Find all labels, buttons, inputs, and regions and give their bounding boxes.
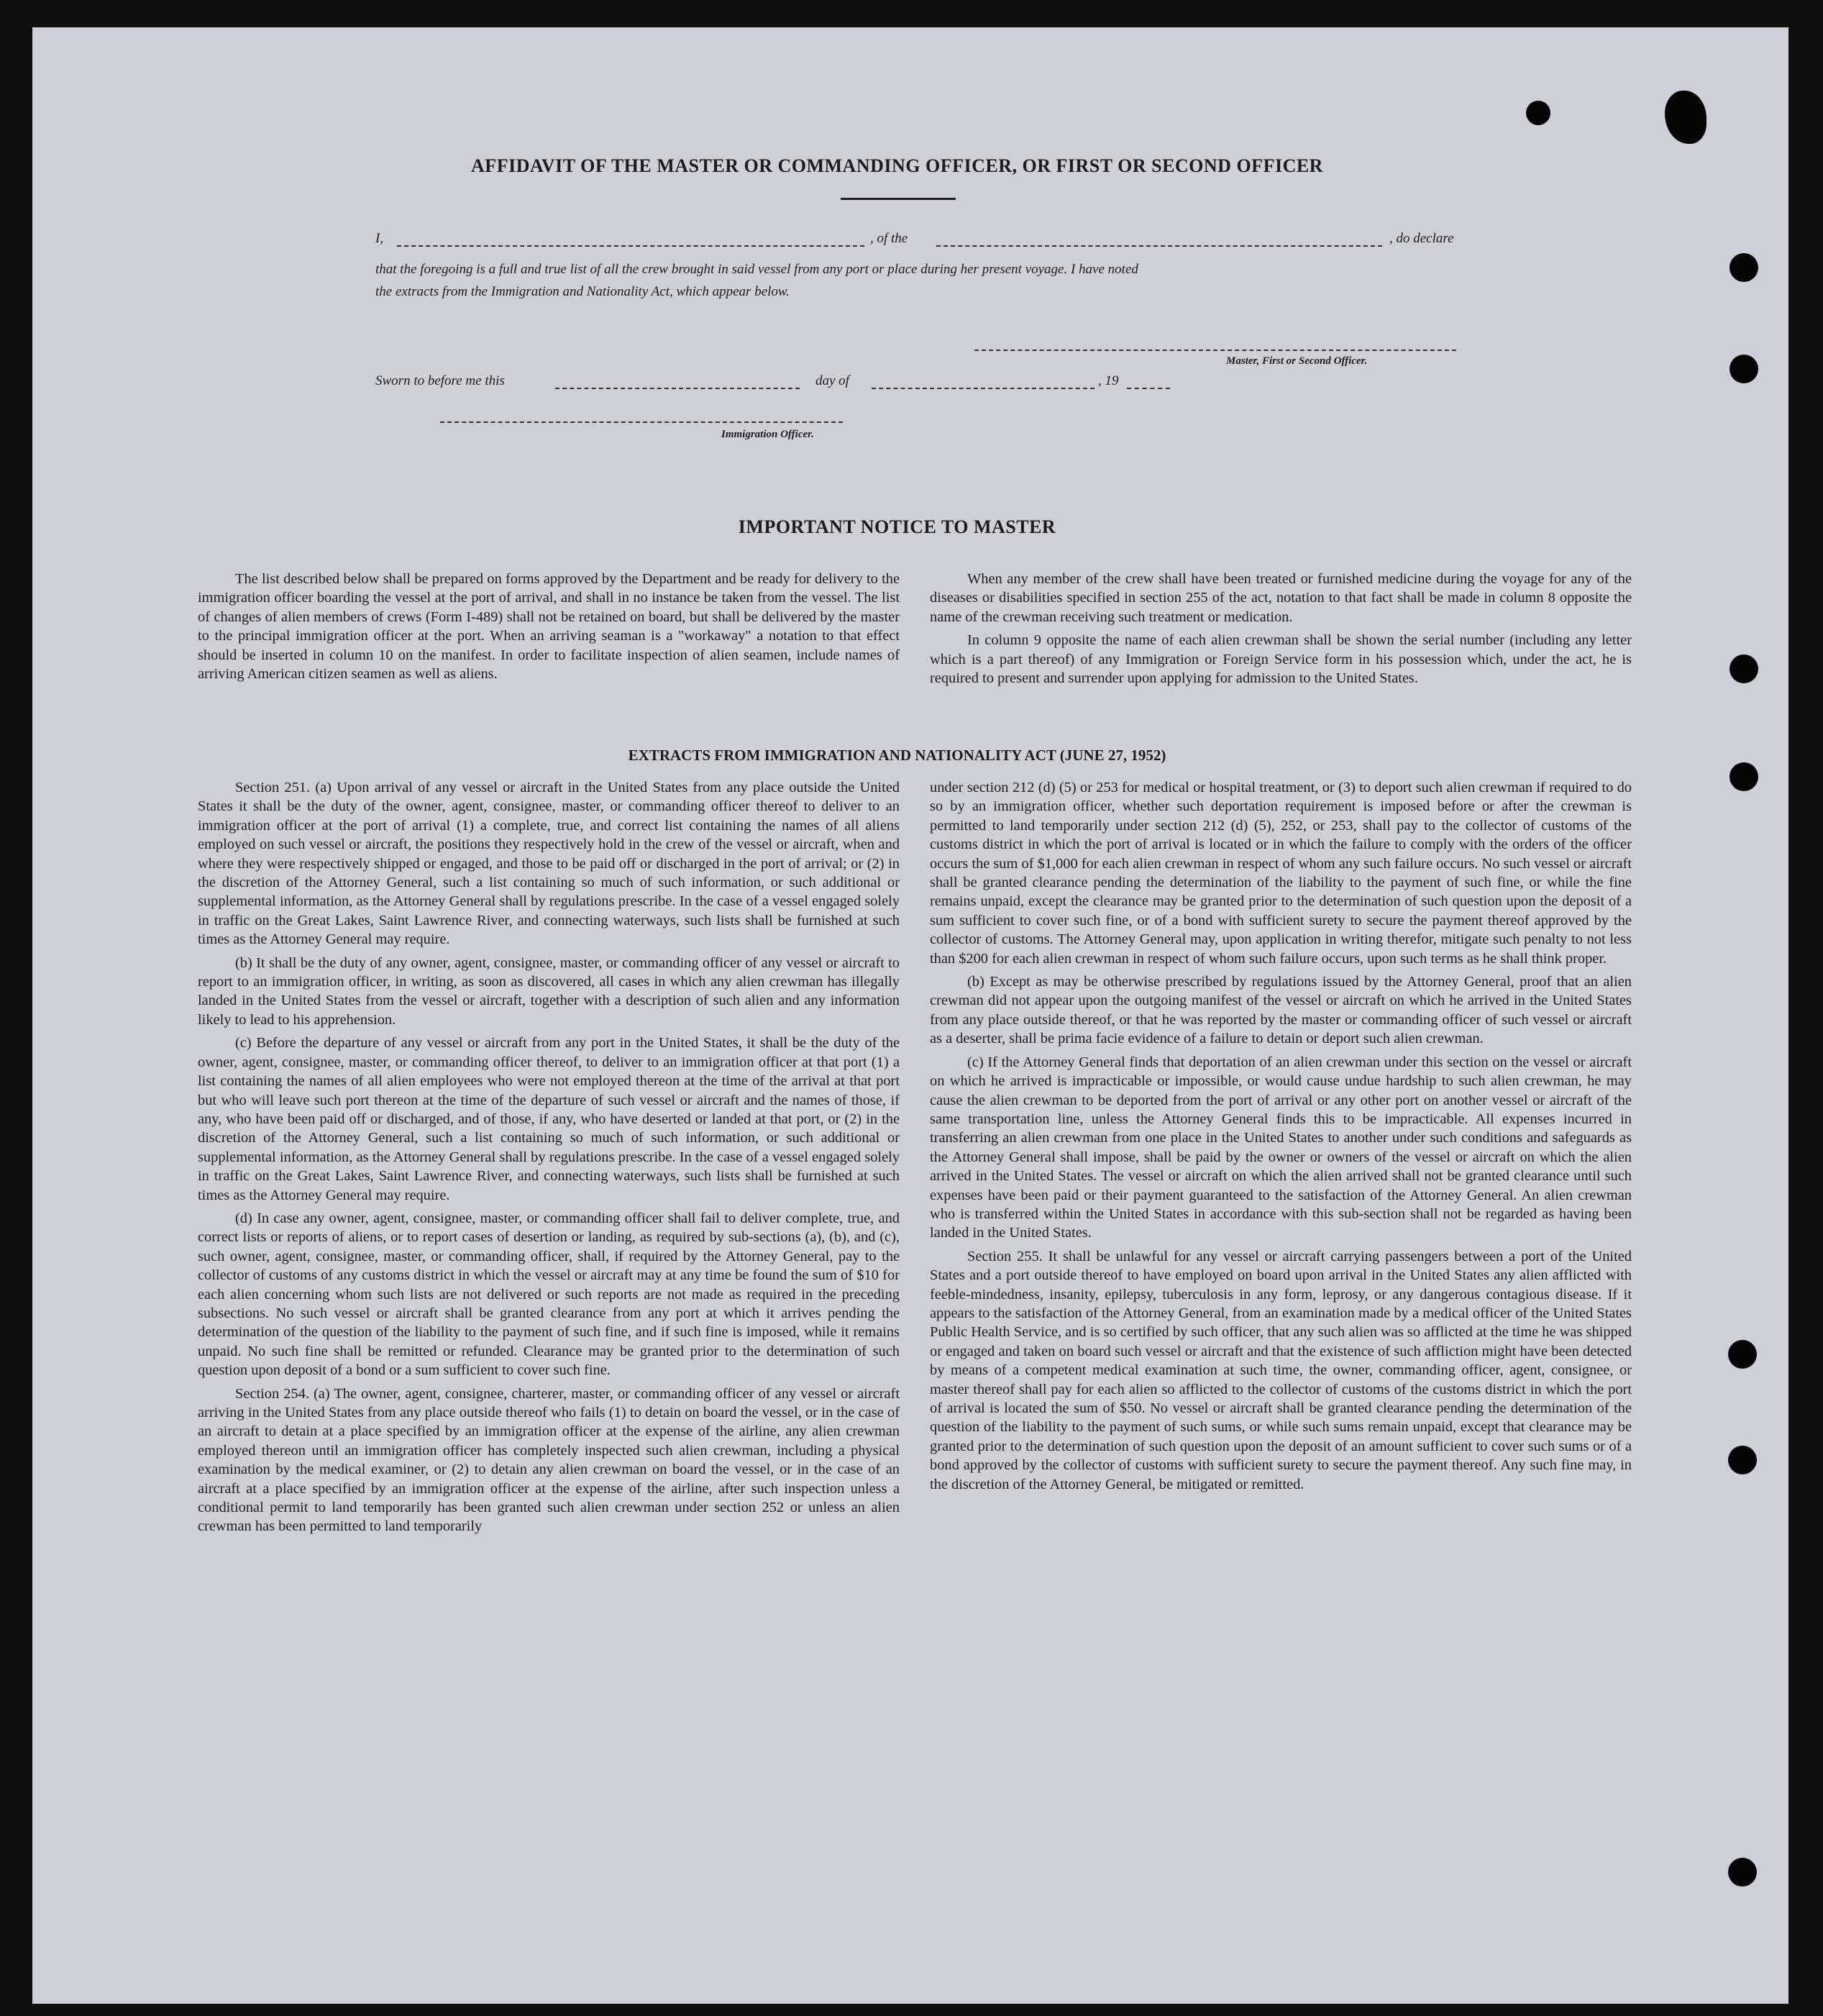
affidavit-title: AFFIDAVIT OF THE MASTER OR COMMANDING OFFICER, OR FIRST OR SECOND OFFICER bbox=[471, 155, 1323, 176]
extracts-left-column bbox=[198, 778, 900, 1541]
extract-paragraph: Section 251. (a) Upon arrival of any vessel or aircraft in the United States from any place outside the United States it shall be the duty of the owner, agent, consignee, master, or commanding officer thereof to deliver to an immigration officer at the port of arrival (1) a complete, true, and correct list containing the names of all aliens employed on such vessel or aircraft, the positions they respectively hold in the crew of the vessel or aircraft, when and where they were respectively shipped or engaged, and those to be paid off or discharged in the port of arrival; or (2) in the discretion of the Attorney General, such a list containing so much of such information, or such additional or supplemental information, as the Attorney General shall by regulations prescribe. In the case of a vessel engaged solely in traffic on the Great Lakes, Saint Lawrence River, and connecting waterways, such lists shall be furnished at such times as the Attorney General may require. bbox=[198, 780, 900, 948]
extract-paragraph: (d) In case any owner, agent, consignee, master, or commanding officer shall fail to deliver complete, true, and correct lists or reports of aliens, or to report cases of desertion or landing, as required by sub-sections (a), (b), and (c), such owner, agent, consignee, master, or commanding officer, shall, if required by the Attorney General, pay to the collector of customs of any customs district in which the vessel or aircraft may at any time be found the sum of $10 for each alien concerning whom such lists are not delivered or such reports are not made as required in the preceding subsections. No such vessel or aircraft shall be granted clearance from any port at which it arrives pending the determination of the question of the liability to the payment of such fine, and if such fine is imposed, while it remains unpaid. No such fine shall be remitted or refunded. Clearance may be granted prior to the determination of such question upon deposit of a bond or a sum sufficient to cover such fine. bbox=[198, 1210, 900, 1379]
extract-paragraph: (c) If the Attorney General finds that deportation of an alien crewman under this section on the vessel or aircraft on which he arrived is impracticable or impossible, or would cause undue hardship to such alien crewman, he may cause the alien crewman to be deported from the port of arrival or any other port on another vessel or aircraft of the same transportation line, unless the Attorney General finds this to be impracticable. All expenses incurred in transferring an alien crewman from one place in the United States to another under such conditions and safeguards as the Attorney General shall impose, shall be paid by the owner or owners of the vessel or aircraft on which the alien arrived in the United States. The vessel or aircraft on which the alien arrived shall not be granted clearance until such expenses have been paid or their payment guaranteed to the satisfaction of the Attorney General. An alien crewman who is transferred within the United States in accordance with this sub-section shall not be regarded as having been landed in the United States. bbox=[930, 1054, 1632, 1241]
immigration-officer-label: Immigration Officer. bbox=[721, 429, 814, 440]
punch-hole bbox=[1728, 1858, 1757, 1887]
sworn-day-field[interactable] bbox=[555, 388, 800, 389]
notice-right-column bbox=[930, 570, 1632, 692]
declaration-line-2: that the foregoing is a full and true list of all the crew brought in said vessel from any port or place during her present voyage. I have noted bbox=[375, 262, 1138, 277]
declarant-prefix: I, bbox=[375, 231, 384, 246]
declaration-line-1 bbox=[375, 231, 1497, 251]
sworn-line bbox=[375, 373, 1210, 393]
title-rule bbox=[841, 198, 956, 200]
punch-hole bbox=[1730, 762, 1758, 791]
extract-paragraph: Section 255. It shall be unlawful for any vessel or aircraft carrying passengers between a port of the United States and a port outside thereof to have employed on board upon arrival in the United States any alien afflicted with feeble-mindedness, insanity, epilepsy, tuberculosis in any form, leprosy, or any dangerous contagious disease. If it appears to the satisfaction of the Attorney General, from an examination made by a medical officer of the United States Public Health Service, and is so certified by such officer, that any such alien was so afflicted at the time he was shipped or engaged and taken on board such vessel or aircraft and that the existence of such affliction might have been detected by means of a competent medical examination at such time, the owner, commanding officer, agent, consignee, or master thereof shall pay for each alien so afflicted to the collector of customs of the customs district in which the port of arrival is located the sum of $50. No vessel or aircraft shall be granted clearance pending the determination of the question of the liability to the payment of such sums, or while such sums remain unpaid, except that clearance may be granted prior to the determination of such question upon the deposit of an amount sufficient to cover such sums or of a bond approved by the collector of customs with sufficient surety to secure the payment thereof. Any such fine may, in the discretion of the Attorney General, be mitigated or remitted. bbox=[930, 1248, 1632, 1492]
of-the-label: , of the bbox=[870, 231, 908, 246]
extract-paragraph: (b) It shall be the duty of any owner, agent, consignee, master, or commanding officer of any vessel or aircraft to report to an immigration officer, in writing, as soon as discovered, all cases in which any alien crewman has illegally landed in the United States from the vessel or aircraft, together with a description of such alien and any information likely to lead to his apprehension. bbox=[198, 954, 900, 1028]
vessel-name-field[interactable] bbox=[936, 245, 1382, 247]
declaration-line-3: the extracts from the Immigration and Nationality Act, which appear below. bbox=[375, 284, 790, 299]
day-of-label: day of bbox=[815, 373, 849, 388]
declare-label: , do declare bbox=[1389, 231, 1454, 246]
sworn-year-field[interactable] bbox=[1127, 388, 1170, 389]
punch-hole bbox=[1526, 101, 1550, 125]
ink-blot bbox=[1665, 91, 1707, 144]
declarant-name-field[interactable] bbox=[397, 245, 864, 247]
extracts-right-column bbox=[930, 778, 1632, 1498]
master-signature-label: Master, First or Second Officer. bbox=[1226, 355, 1368, 367]
document-page bbox=[32, 27, 1788, 2004]
extract-paragraph: under section 212 (d) (5) or 253 for medical or hospital treatment, or (3) to deport such alien crewman if required to do so by an immigration officer, whether such deportation requirement is imposed before or after the crewman is permitted to land temporarily under section 212 (d) (5), 252, or 253, shall pay to the collector of customs of the customs district in which the port of arrival is located or in which the failure to comply with the orders of the officer occurs the sum of $1,000 for each alien crewman in respect of whom any such failure occurs. No such vessel or aircraft shall be granted clearance pending the determination of the liability to the payment of such fine, or while the fine remains unpaid, except the clearance may be granted prior to the determination of such question upon the deposit of a sum sufficient to cover such fine, or of a bond with sufficient surety to secure the payment thereof approved by the collector of customs. The Attorney General may, upon application in writing therefor, mitigate such penalty to not less than $200 for each alien crewman in respect of whom such failure occurs, upon such terms as he shall think proper. bbox=[930, 780, 1632, 967]
extract-paragraph: Section 254. (a) The owner, agent, consignee, charterer, master, or commanding officer of any vessel or aircraft arriving in the United States from any place outside thereof who fails (1) to detain on board the vessel, or in the case of an aircraft to detain at a place specified by an immigration officer at the expense of the airline, any alien crewman employed thereon until an immigration officer has completely inspected such alien crewman, including a physical examination by the medical examiner, or (2) to detain any alien crewman on board the vessel, or in the case of an aircraft at a place specified by an immigration officer at the expense of the airline, after such inspection unless a conditional permit to land temporarily has been granted such alien crewman under section 252 or unless an alien crewman has been permitted to land temporarily bbox=[198, 1385, 900, 1535]
immigration-officer-signature-line[interactable] bbox=[440, 421, 843, 423]
extracts-title: EXTRACTS FROM IMMIGRATION AND NATIONALITY ACT (JUNE 27, 1952) bbox=[628, 747, 1166, 764]
notice-right-paragraph-1: When any member of the crew shall have been treated or furnished medicine during the voyage for any of the diseases or disabilities specified in section 255 of the act, notation to that fact shall be made in column 8 opposite the name of the crewman receiving such treatment or medication. bbox=[930, 571, 1632, 625]
punch-hole bbox=[1728, 1446, 1757, 1474]
extract-paragraph: (c) Before the departure of any vessel or aircraft from any port in the United States, it shall be the duty of the owner, agent, consignee, master, or commanding officer thereof, to deliver to an immigration officer at that port (1) a list containing the names of all alien employees who were not employed thereon at the time of the arrival at that port but who will leave such port thereon at the time of the departure of such vessel or aircraft and the names of those, if any, who have been paid off or discharged, and of those, if any, who have deserted or landed at that port, or (2) in the discretion of the Attorney General, such a list containing so much of such information, or such additional or supplemental information, as the Attorney General shall by regulations prescribe. In the case of a vessel engaged solely in traffic on the Great Lakes, Saint Lawrence River, and connecting waterways, such lists shall be furnished at such times as the Attorney General may require. bbox=[198, 1035, 900, 1203]
punch-hole bbox=[1730, 355, 1758, 383]
notice-title: IMPORTANT NOTICE TO MASTER bbox=[738, 516, 1056, 537]
master-signature-line[interactable] bbox=[974, 350, 1456, 351]
notice-left-paragraph: The list described below shall be prepared on forms approved by the Department and be ready for delivery to the immigration officer boarding the vessel at the port of arrival, and shall in no instance be taken from the vessel. The list of changes of alien members of crews (Form I-489) shall not be retained on board, but shall be delivered by the master to the principal immigration officer at the port. When an arriving seaman is a "workaway" a notation to that effect should be inserted in column 10 on the manifest. In order to facilitate inspection of alien seamen, include names of arriving American citizen seamen as well as aliens. bbox=[198, 571, 900, 683]
notice-left-column bbox=[198, 570, 900, 688]
notice-right-paragraph-2: In column 9 opposite the name of each alien crewman shall be shown the serial number (including any letter which is a part thereof) of any Immigration or Foreign Service form in his possession which, under the act, he is required to present and surrender upon applying for admission to the United States. bbox=[930, 632, 1632, 687]
sworn-month-field[interactable] bbox=[872, 388, 1095, 389]
year-prefix-label: , 19 bbox=[1098, 373, 1119, 388]
extract-paragraph: (b) Except as may be otherwise prescribed by regulations issued by the Attorney General, proof that an alien crewman did not appear upon the outgoing manifest of the vessel or aircraft on which he arrived in the United States from any place outside thereof, or that he was reported by the master or commanding officer of such vessel or aircraft as a deserter, shall be prima facie evidence of a failure to detain or deport such alien crewman. bbox=[930, 974, 1632, 1047]
sworn-label: Sworn to before me this bbox=[375, 373, 505, 388]
punch-hole bbox=[1728, 1340, 1757, 1369]
punch-hole bbox=[1730, 654, 1758, 683]
punch-hole bbox=[1730, 253, 1758, 282]
